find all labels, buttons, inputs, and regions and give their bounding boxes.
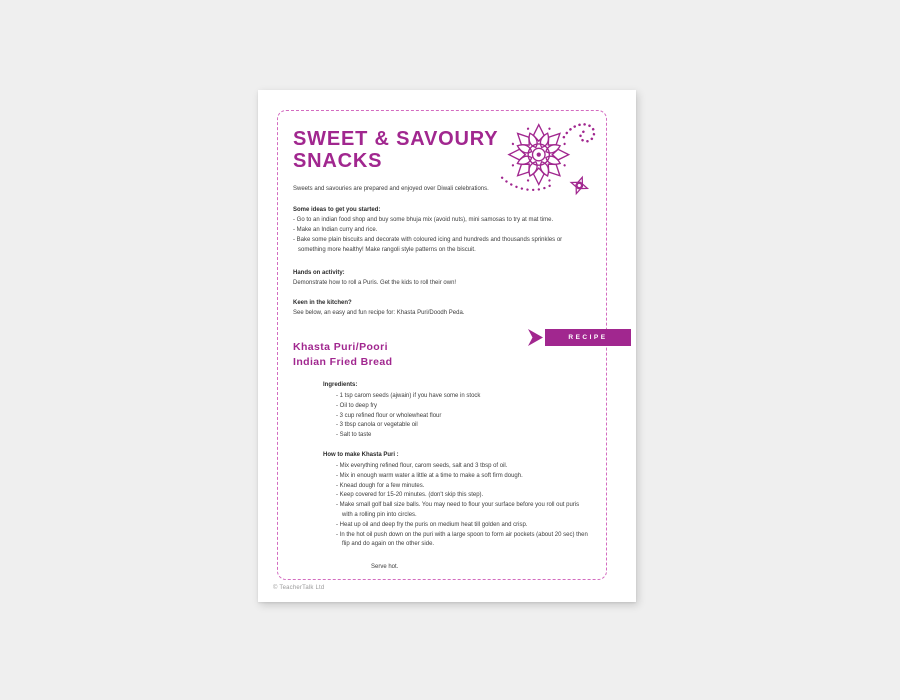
ingredients-section (323, 380, 591, 441)
method-step: - Mix everything refined flour, carom seeds, salt and 3 tbsp of oil. (336, 462, 591, 472)
keen-section (293, 298, 591, 318)
idea-item: - Go to an indian food shop and buy some bhuja mix (avoid nuts), mini samosas to try at mat time. (293, 215, 591, 225)
method-step: - Knead dough for a few minutes. (336, 482, 591, 492)
ingredient-item: - Salt to taste (336, 431, 591, 441)
ideas-list (293, 215, 591, 255)
hands-on-section (293, 268, 591, 288)
method-step: - In the hot oil push down on the puri with a large spoon to form air pockets (about 20 sec) then flip and do again on the other side. (336, 531, 591, 551)
mandala-decoration (490, 116, 602, 198)
hands-on-heading: Hands on activity: (293, 270, 345, 276)
ingredient-item: - Oil to deep fry (336, 402, 591, 412)
page-title-line2: SNACKS (293, 150, 383, 172)
ingredients-heading: Ingredients: (323, 382, 358, 388)
page-title-line1: SWEET & SAVOURY (293, 128, 499, 150)
recipe-title-line1: Khasta Puri/Poori (293, 341, 388, 353)
recipe-badge (528, 329, 631, 346)
method-steps-list (323, 462, 591, 550)
ingredients-list (323, 392, 591, 441)
recipe-badge-label: RECIPE (545, 329, 631, 346)
hands-on-text: Demonstrate how to roll a Puris. Get the kids to roll their own! (293, 280, 457, 286)
method-section (323, 450, 591, 572)
keen-text: See below, an easy and fun recipe for: Khasta Puri/Doodh Peda. (293, 310, 465, 316)
ingredient-item: - 3 tbsp canola or vegetable oil (336, 421, 591, 431)
intro-text: Sweets and savouries are prepared and enjoyed over Diwali celebrations. (293, 186, 489, 192)
method-heading: How to make Khasta Puri : (323, 451, 399, 458)
idea-item: - Bake some plain biscuits and decorate with coloured icing and hundreds and thousands sprinkles or something more healthy! Make rangoli style patterns on the biscuit. (293, 235, 591, 255)
ideas-heading: Some ideas to get you started: (293, 207, 381, 213)
method-step: - Mix in enough warm water a little at a time to make a soft firm dough. (336, 472, 591, 482)
method-step: - Keep covered for 15-20 minutes. (don't skip this step). (336, 491, 591, 501)
serve-text: Serve hot. (371, 564, 399, 571)
method-step: - Make small golf ball size balls. You may need to flour your surface before you roll out puris with a rolling pin into circles. (336, 501, 591, 521)
method-step: - Heat up oil and deep fry the puris on medium heat till golden and crisp. (336, 521, 591, 531)
ingredient-item: - 1 tsp carom seeds (ajwain) if you have some in stock (336, 392, 591, 402)
keen-heading: Keen in the kitchen? (293, 300, 352, 306)
idea-item: - Make an Indian curry and rice. (293, 225, 591, 235)
document-page (258, 90, 636, 602)
copyright-text: © TeacherTalk Ltd (273, 585, 325, 591)
recipe-title-line2: Indian Fried Bread (293, 356, 393, 368)
ribbon-arrow-icon (528, 329, 543, 346)
ingredient-item: - 3 cup refined flour or wholewheat flour (336, 412, 591, 422)
